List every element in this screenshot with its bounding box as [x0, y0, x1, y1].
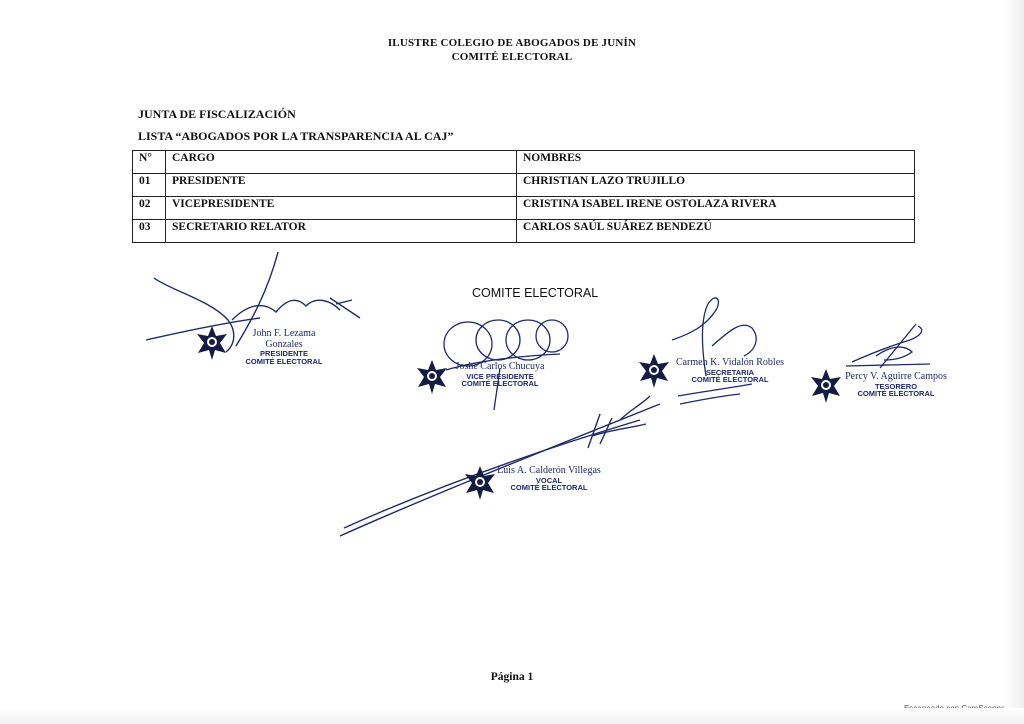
list-name: LISTA “ABOGADOS POR LA TRANSPARENCIA AL CAJ” — [138, 129, 454, 143]
row-nombre: CRISTINA ISABEL IRENE OSTOLAZA RIVERA — [517, 197, 915, 220]
stamp-secretary — [674, 358, 786, 384]
row-nombre: CHRISTIAN LAZO TRUJILLO — [517, 174, 915, 197]
row-cargo: PRESIDENTE — [166, 174, 517, 197]
seal-icon — [417, 360, 447, 394]
stamp-name: Carmen K. Vidalón Robles — [675, 357, 785, 368]
seal-icon — [197, 326, 227, 360]
row-cargo: VICEPRESIDENTE — [166, 197, 517, 220]
stamp-role: TESORERO — [874, 381, 918, 391]
row-nombre: CARLOS SAÚL SUÁREZ BENDEZÚ — [517, 220, 915, 243]
row-number: 02 — [133, 197, 166, 220]
stamp-role: SECRETARIA — [705, 367, 755, 377]
stamp-treasurer — [842, 372, 950, 398]
signature-secretary — [672, 298, 756, 404]
institution-title: ILUSTRE COLEGIO DE ABOGADOS DE JUNÍN — [387, 37, 637, 49]
stamp-role: VOCAL — [535, 475, 563, 485]
stamp-role: VICE PRESIDENTE — [466, 371, 534, 381]
stamp-name: Joshe Carlos Chucuya — [455, 361, 545, 372]
column-header-nombres: NOMBRES — [517, 151, 915, 174]
column-header-number: N° — [133, 151, 166, 174]
stamp-committee: COMITÉ ELECTORAL — [691, 375, 769, 385]
row-number: 03 — [133, 220, 166, 243]
stamp-committee: COMITÉ ELECTORAL — [857, 389, 935, 399]
stamp-president — [234, 329, 334, 366]
committee-title: COMITÉ ELECTORAL — [451, 51, 573, 63]
stamp-name: Percy V. Aguirre Campos — [845, 371, 947, 382]
seal-icon — [811, 369, 841, 403]
stamp-committee: COMITÉ ELECTORAL — [510, 483, 588, 493]
scan-edge-right — [1004, 0, 1024, 724]
row-cargo: SECRETARIO RELATOR — [166, 220, 517, 243]
page-number: Página 1 — [490, 671, 534, 683]
seal-icon — [465, 466, 495, 500]
stamp-vice-president — [450, 362, 550, 388]
row-number: 01 — [133, 174, 166, 197]
seal-icon — [639, 354, 669, 388]
stamp-committee: COMITÉ ELECTORAL — [461, 379, 539, 389]
stamp-name: Luis A. Calderón Villegas — [497, 465, 601, 476]
stamp-committee: COMITÉ ELECTORAL — [245, 356, 323, 366]
column-header-cargo: CARGO — [166, 151, 517, 174]
section-title: JUNTA DE FISCALIZACIÓN — [138, 107, 296, 121]
scan-edge-bottom — [0, 708, 1024, 724]
stamp-name: John F. Lezama Gonzales — [252, 328, 316, 350]
stamp-role: PRESIDENTE — [260, 349, 308, 358]
signature-treasurer — [846, 324, 930, 368]
signatures-heading: COMITE ELECTORAL — [472, 286, 599, 300]
stamp-vocal — [494, 466, 604, 492]
